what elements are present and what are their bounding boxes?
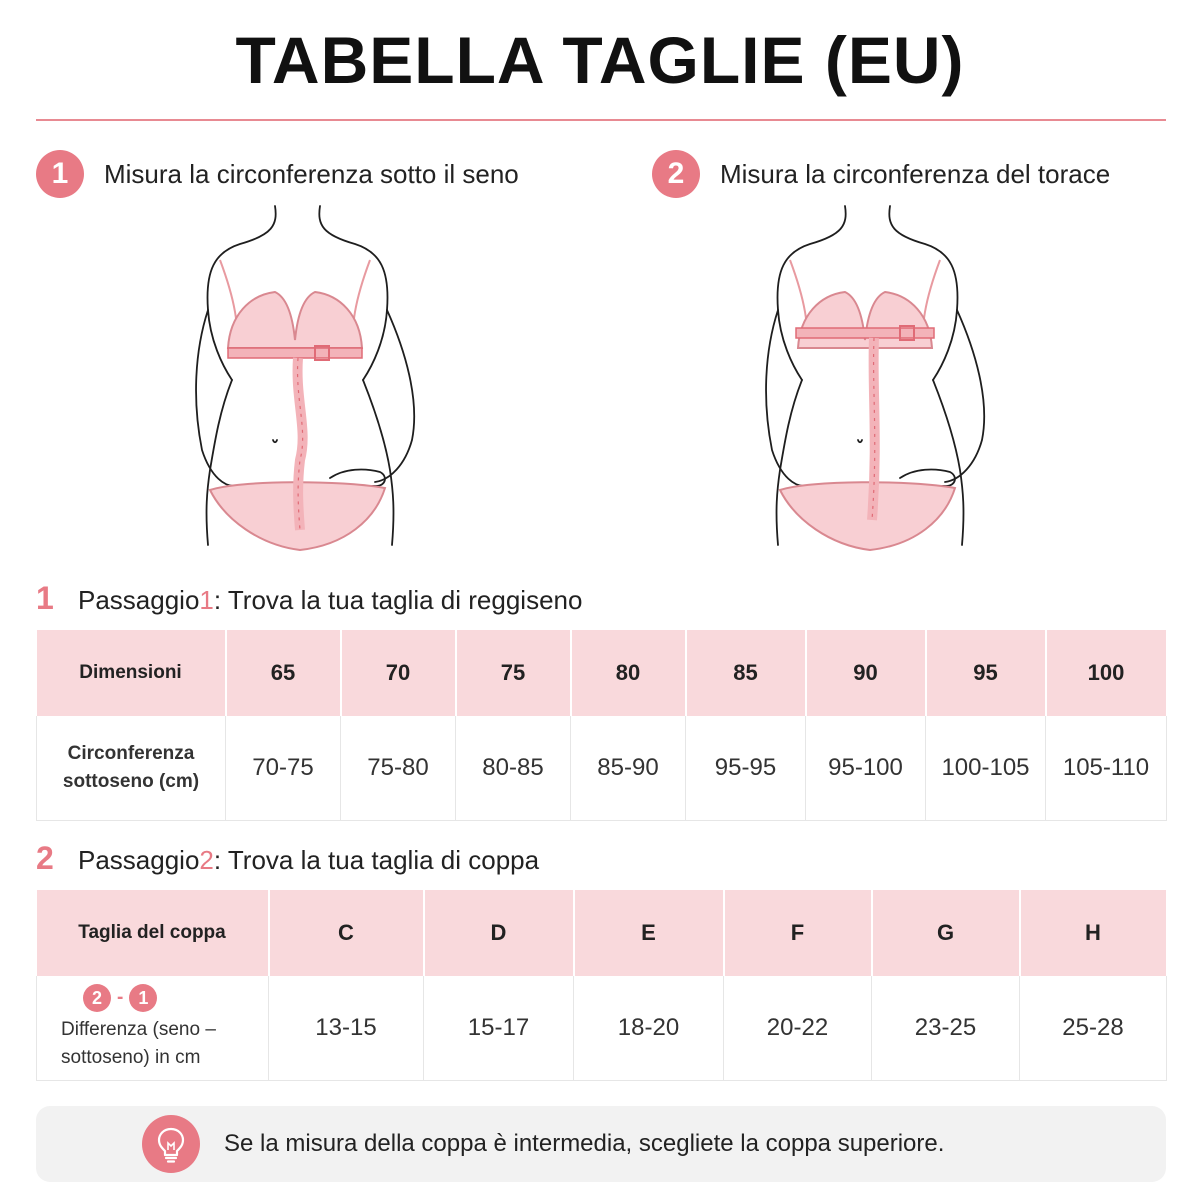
difference-formula	[83, 984, 157, 1012]
section-prefix: Passaggio	[78, 845, 200, 875]
row-label-line: Circonferenza	[67, 742, 195, 764]
table-cell: 100-105	[926, 716, 1046, 820]
header-cell-label: Dimensioni	[37, 630, 226, 716]
section-suffix: : Trova la tua taglia di reggiseno	[213, 585, 583, 615]
header-cell: 95	[926, 630, 1046, 716]
header-cell: 70	[341, 630, 456, 716]
section-highlight: 2	[199, 845, 214, 875]
bust-measure-illustration	[750, 200, 1070, 560]
row-label-cell	[37, 716, 226, 820]
section-number: 1	[36, 580, 54, 616]
row-label-line: sottoseno (cm)	[62, 770, 200, 792]
formula-badge-bust: 2	[83, 984, 111, 1012]
header-cell: 65	[226, 630, 341, 716]
header-cell: G	[872, 890, 1020, 976]
table-cell: 25-28	[1020, 976, 1167, 1080]
cup-size-table	[36, 890, 1168, 1081]
section-prefix: Passaggio	[78, 585, 200, 615]
measure-step-2	[652, 150, 1110, 198]
row-label-line: sottoseno) in cm	[61, 1046, 201, 1068]
table-cell: 85-90	[571, 716, 686, 820]
section-suffix: : Trova la tua taglia di coppa	[213, 845, 540, 875]
tip-box	[36, 1106, 1166, 1182]
table-cell: 75-80	[341, 716, 456, 820]
header-cell-label: Taglia del coppa	[37, 890, 269, 976]
step-number-badge: 2	[652, 150, 700, 198]
header-cell: C	[269, 890, 424, 976]
header-cell: F	[724, 890, 872, 976]
section-header-cup-size	[36, 840, 539, 877]
table-cell: 95-95	[686, 716, 806, 820]
band-size-table	[36, 630, 1168, 821]
header-cell: 75	[456, 630, 571, 716]
table-cell: 13-15	[269, 976, 424, 1080]
header-cell: D	[424, 890, 574, 976]
tip-text: Se la misura della coppa è intermedia, scegliete la coppa superiore.	[224, 1130, 945, 1157]
lightbulb-icon	[142, 1115, 200, 1173]
measure-step-1	[36, 150, 519, 198]
table-row	[37, 716, 1167, 820]
header-cell: 85	[686, 630, 806, 716]
table-row	[37, 976, 1167, 1080]
section-number: 2	[36, 840, 54, 876]
section-header-band-size	[36, 580, 582, 617]
header-cell: H	[1020, 890, 1167, 976]
table-cell: 80-85	[456, 716, 571, 820]
step-number-badge: 1	[36, 150, 84, 198]
table-cell: 15-17	[424, 976, 574, 1080]
underbust-measure-illustration	[180, 200, 500, 560]
row-label-line: Differenza (seno –	[61, 1018, 216, 1040]
table-cell: 105-110	[1046, 716, 1167, 820]
step-label: Misura la circonferenza sotto il seno	[104, 158, 519, 189]
table-header-row	[37, 890, 1167, 976]
table-cell: 95-100	[806, 716, 926, 820]
section-highlight: 1	[199, 585, 214, 615]
row-label-cell	[37, 976, 269, 1080]
header-cell: E	[574, 890, 724, 976]
page-title: TABELLA TAGLIE (EU)	[235, 23, 965, 97]
header-cell: 90	[806, 630, 926, 716]
table-cell: 70-75	[226, 716, 341, 820]
table-cell: 18-20	[574, 976, 724, 1080]
formula-minus: -	[117, 986, 124, 1008]
formula-badge-underbust: 1	[129, 984, 157, 1012]
table-header-row	[37, 630, 1167, 716]
header-cell: 100	[1046, 630, 1167, 716]
header-cell: 80	[571, 630, 686, 716]
title-divider	[36, 119, 1166, 121]
step-label: Misura la circonferenza del torace	[720, 158, 1111, 189]
table-cell: 20-22	[724, 976, 872, 1080]
table-cell: 23-25	[872, 976, 1020, 1080]
